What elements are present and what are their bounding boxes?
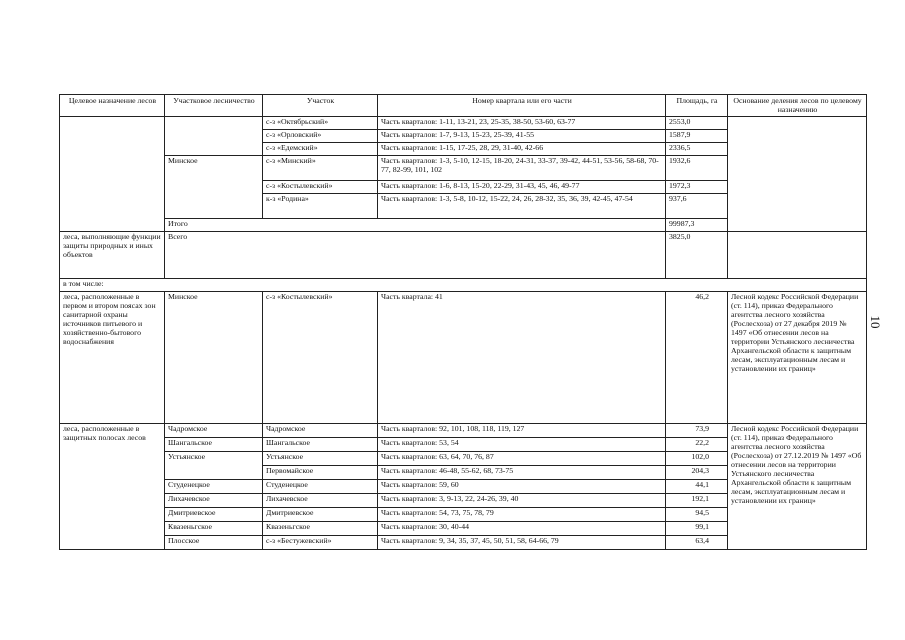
cell-area: 937,6	[666, 194, 728, 219]
cell-basis: Лесной кодекс Российской Федерации (ст. 114), приказ Федерального агентства лесного хозяйства (Рослесхоза) от 27.12.2019 № 1497 «Об отнесении лесов на территории Устьянского лесничества Архангельской области к защитным лесам, эксплуатационным лесам и установлении их границ»	[728, 424, 867, 550]
cell-quarter: Часть кварталов: 3, 9-13, 22, 24-26, 39, 40	[378, 494, 666, 508]
header-basis: Основание деления лесов по целевому назначению	[728, 95, 867, 117]
cell-forestry-empty	[165, 117, 263, 156]
cell-forestry: Чадромское	[165, 424, 263, 438]
cell-area: 44,1	[666, 480, 728, 494]
cell-area: 1587,9	[666, 130, 728, 143]
page-number: 10	[868, 315, 883, 329]
header-area: Площадь, га	[666, 95, 728, 117]
cell-site: с-з «Минский»	[263, 156, 378, 181]
cell-forestry: Студенецкое	[165, 480, 263, 494]
table-row	[60, 117, 867, 130]
cell-site: с-з «Орловский»	[263, 130, 378, 143]
cell-area: 22,2	[666, 438, 728, 452]
cell-quarter: Часть кварталов: 63, 64, 70, 76, 87	[378, 452, 666, 466]
cell-area: 204,3	[666, 466, 728, 480]
cell-total-label: Итого	[165, 219, 666, 232]
cell-site: к-з «Родина»	[263, 194, 378, 219]
cell-purpose: леса, расположенные в защитных полосах лесов	[60, 424, 165, 550]
cell-quarter: Часть кварталов: 53, 54	[378, 438, 666, 452]
including-row	[60, 279, 867, 292]
cell-quarter: Часть кварталов: 92, 101, 108, 118, 119, 127	[378, 424, 666, 438]
cell-quarter: Часть кварталов: 9, 34, 35, 37, 45, 50, 51, 58, 64-66, 79	[378, 536, 666, 550]
cell-basis: Лесной кодекс Российской Федерации (ст. 114), приказ Федерального агентства лесного хозяйства (Рослесхоза) от 27 декабря 2019 № 1497 «Об отнесении лесов на территории Устьянского лесничества Архангельской области к защитным лесам, эксплуатационным лесам и установлении их границ»	[728, 292, 867, 424]
cell-forestry: Дмитриевское	[165, 508, 263, 522]
cell-site: Дмитриевское	[263, 508, 378, 522]
cell-area: 2336,5	[666, 143, 728, 156]
header-quarter: Номер квартала или его части	[378, 95, 666, 117]
cell-area: 99,1	[666, 522, 728, 536]
cell-forestry: Минское	[165, 292, 263, 424]
cell-site: Шангальское	[263, 438, 378, 452]
cell-area: 3825,0	[666, 232, 728, 279]
cell-area: 46,2	[666, 292, 728, 424]
cell-site: Чадромское	[263, 424, 378, 438]
cell-site: с-з «Костылевский»	[263, 292, 378, 424]
cell-quarter: Часть кварталов: 1-3, 5-10, 12-15, 18-20, 24-31, 33-37, 39-42, 44-51, 53-56, 58-68, 70-77, 82-99, 101, 102	[378, 156, 666, 181]
cell-quarter: Часть кварталов: 1-3, 5-8, 10-12, 15-22, 24, 26, 28-32, 35, 36, 39, 42-45, 47-54	[378, 194, 666, 219]
cell-area: 1932,6	[666, 156, 728, 181]
cell-site: с-з «Октябрьский»	[263, 117, 378, 130]
cell-quarter: Часть кварталов: 59, 60	[378, 480, 666, 494]
cell-forestry: Квазеньгское	[165, 522, 263, 536]
cell-area: 102,0	[666, 452, 728, 466]
cell-area: 94,5	[666, 508, 728, 522]
cell-site: Лихачевское	[263, 494, 378, 508]
cell-forestry: Минское	[165, 156, 263, 219]
cell-quarter: Часть кварталов: 1-15, 17-25, 28, 29, 31-40, 42-66	[378, 143, 666, 156]
cell-area: 192,1	[666, 494, 728, 508]
table-header-row	[60, 95, 867, 117]
cell-including: в том числе:	[60, 279, 867, 292]
cell-site: Студенецкое	[263, 480, 378, 494]
header-forestry: Участковое лесничество	[165, 95, 263, 117]
cell-quarter: Часть кварталов: 54, 73, 75, 78, 79	[378, 508, 666, 522]
cell-forestry: Устьянское	[165, 452, 263, 480]
cell-total-area: 99987,3	[666, 219, 728, 232]
cell-quarter: Часть кварталов: 1-7, 9-13, 15-23, 25-39, 41-55	[378, 130, 666, 143]
cell-site: Первомайское	[263, 466, 378, 480]
cell-area: 2553,0	[666, 117, 728, 130]
cell-basis-empty	[728, 232, 867, 279]
water-row	[60, 292, 867, 424]
cell-quarter: Часть кварталов: 1-6, 8-13, 15-20, 22-29, 31-43, 45, 46, 49-77	[378, 181, 666, 194]
cell-area: 63,4	[666, 536, 728, 550]
cell-site: с-з «Едемский»	[263, 143, 378, 156]
cell-area: 1972,3	[666, 181, 728, 194]
cell-forestry: Шангальское	[165, 438, 263, 452]
cell-quarter: Часть кварталов: 46-48, 55-62, 68, 73-75	[378, 466, 666, 480]
cell-forestry: Лихачевское	[165, 494, 263, 508]
forest-purpose-table	[59, 94, 867, 550]
cell-basis-empty	[728, 117, 867, 232]
cell-quarter: Часть квартала: 41	[378, 292, 666, 424]
cell-site: с-з «Бестужевский»	[263, 536, 378, 550]
cell-area: 73,9	[666, 424, 728, 438]
cell-site: с-з «Костылевский»	[263, 181, 378, 194]
header-purpose: Целевое назначение лесов	[60, 95, 165, 117]
protect-row	[60, 232, 867, 279]
cell-purpose: леса, расположенные в первом и втором поясах зон санитарной охраны источников питьевого и хозяйственно-бытового водоснабжения	[60, 292, 165, 424]
cell-site: Квазеньгское	[263, 522, 378, 536]
cell-forestry: Плосское	[165, 536, 263, 550]
cell-purpose-empty	[60, 117, 165, 232]
cell-total-label: Всего	[165, 232, 666, 279]
cell-quarter: Часть кварталов: 1-11, 13-21, 23, 25-35, 38-50, 53-60, 63-77	[378, 117, 666, 130]
cell-site: Устьянское	[263, 452, 378, 466]
table-row	[60, 424, 867, 438]
header-site: Участок	[263, 95, 378, 117]
cell-quarter: Часть кварталов: 30, 40-44	[378, 522, 666, 536]
cell-purpose: леса, выполняющие функции защиты природных и иных объектов	[60, 232, 165, 279]
